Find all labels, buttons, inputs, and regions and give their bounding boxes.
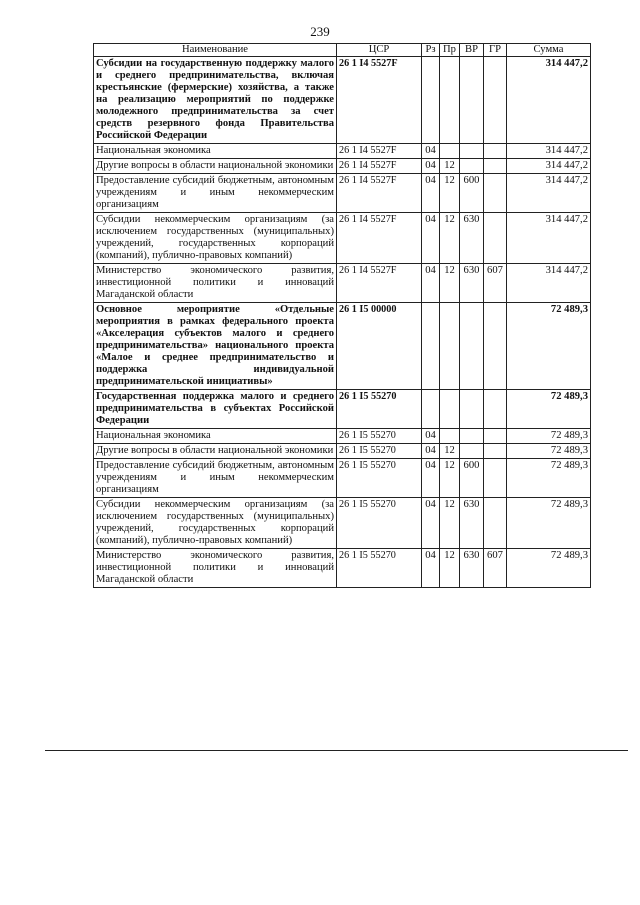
- row-vr: [460, 57, 484, 144]
- footer-divider: [45, 750, 628, 751]
- row-rz: [422, 303, 440, 390]
- table-row: [94, 390, 591, 429]
- row-pr: [440, 144, 460, 159]
- table-row: [94, 303, 591, 390]
- table-row: [94, 459, 591, 498]
- row-gr: [484, 57, 507, 144]
- row-sum: 72 489,3: [507, 390, 591, 429]
- row-sum: 72 489,3: [507, 498, 591, 549]
- row-sum: 314 447,2: [507, 159, 591, 174]
- table-row: [94, 144, 591, 159]
- row-gr: [484, 213, 507, 264]
- row-csr: 26 1 I5 55270: [337, 444, 422, 459]
- row-gr: 607: [484, 264, 507, 303]
- row-rz: 04: [422, 444, 440, 459]
- row-name: Другие вопросы в области национальной экономики: [94, 159, 337, 174]
- row-name: Предоставление субсидий бюджетным, автономным учреждениям и иным некоммерческим организациям: [94, 174, 337, 213]
- table-row: [94, 444, 591, 459]
- row-rz: [422, 57, 440, 144]
- row-vr: 630: [460, 498, 484, 549]
- table-row: [94, 174, 591, 213]
- table-header-row: [94, 44, 591, 57]
- header-csr: ЦСР: [337, 44, 422, 57]
- row-pr: [440, 429, 460, 444]
- row-pr: 12: [440, 264, 460, 303]
- row-sum: 72 489,3: [507, 459, 591, 498]
- row-pr: [440, 57, 460, 144]
- row-vr: [460, 159, 484, 174]
- row-name: Национальная экономика: [94, 429, 337, 444]
- row-vr: 630: [460, 213, 484, 264]
- row-pr: 12: [440, 159, 460, 174]
- row-sum: 314 447,2: [507, 174, 591, 213]
- row-rz: 04: [422, 174, 440, 213]
- row-csr: 26 1 I4 5527F: [337, 264, 422, 303]
- row-sum: 314 447,2: [507, 57, 591, 144]
- row-name: Субсидии некоммерческим организациям (за исключением государственных (муниципальных) учреждений, государственных корпораций (компаний), публично-правовых компаний): [94, 498, 337, 549]
- row-csr: 26 1 I5 55270: [337, 498, 422, 549]
- row-gr: [484, 303, 507, 390]
- row-vr: 600: [460, 174, 484, 213]
- header-vr: ВР: [460, 44, 484, 57]
- row-rz: 04: [422, 264, 440, 303]
- row-name: Основное мероприятие «Отдельные мероприятия в рамках федерального проекта «Акселерация субъектов малого и среднего предпринимательства» национального проекта «Малое и среднее предпринимательство и поддержка индивидуальной предпринимательской инициативы»: [94, 303, 337, 390]
- row-sum: 72 489,3: [507, 303, 591, 390]
- row-pr: 12: [440, 174, 460, 213]
- row-gr: [484, 459, 507, 498]
- row-pr: 12: [440, 459, 460, 498]
- row-sum: 72 489,3: [507, 549, 591, 588]
- table-row: [94, 57, 591, 144]
- row-rz: 04: [422, 144, 440, 159]
- row-pr: 12: [440, 444, 460, 459]
- table-row: [94, 498, 591, 549]
- row-gr: 607: [484, 549, 507, 588]
- header-sum: Сумма: [507, 44, 591, 57]
- row-rz: 04: [422, 549, 440, 588]
- row-vr: [460, 144, 484, 159]
- row-csr: 26 1 I4 5527F: [337, 213, 422, 264]
- row-vr: 630: [460, 264, 484, 303]
- page-number: 239: [310, 24, 330, 39]
- row-rz: 04: [422, 459, 440, 498]
- header-pr: Пр: [440, 44, 460, 57]
- row-vr: [460, 390, 484, 429]
- row-gr: [484, 159, 507, 174]
- header-name: Наименование: [94, 44, 337, 57]
- row-csr: 26 1 I4 5527F: [337, 57, 422, 144]
- header-gr: ГР: [484, 44, 507, 57]
- row-gr: [484, 174, 507, 213]
- budget-table: [93, 43, 591, 588]
- table-row: [94, 213, 591, 264]
- row-vr: 630: [460, 549, 484, 588]
- row-pr: 12: [440, 549, 460, 588]
- row-rz: 04: [422, 159, 440, 174]
- header-rz: Рз: [422, 44, 440, 57]
- row-pr: [440, 303, 460, 390]
- row-rz: [422, 390, 440, 429]
- row-rz: 04: [422, 498, 440, 549]
- row-sum: 314 447,2: [507, 144, 591, 159]
- row-rz: 04: [422, 429, 440, 444]
- row-csr: 26 1 I5 00000: [337, 303, 422, 390]
- row-csr: 26 1 I5 55270: [337, 429, 422, 444]
- row-rz: 04: [422, 213, 440, 264]
- row-csr: 26 1 I4 5527F: [337, 174, 422, 213]
- row-name: Другие вопросы в области национальной экономики: [94, 444, 337, 459]
- row-pr: [440, 390, 460, 429]
- row-csr: 26 1 I5 55270: [337, 390, 422, 429]
- row-name: Субсидии некоммерческим организациям (за исключением государственных (муниципальных) учреждений, государственных корпораций (компаний), публично-правовых компаний): [94, 213, 337, 264]
- row-sum: 314 447,2: [507, 213, 591, 264]
- row-csr: 26 1 I4 5527F: [337, 159, 422, 174]
- row-gr: [484, 144, 507, 159]
- table-row: [94, 264, 591, 303]
- row-name: Министерство экономического развития, инвестиционной политики и инноваций Магаданской области: [94, 264, 337, 303]
- table-row: [94, 159, 591, 174]
- row-csr: 26 1 I5 55270: [337, 459, 422, 498]
- row-vr: 600: [460, 459, 484, 498]
- row-vr: [460, 429, 484, 444]
- row-gr: [484, 444, 507, 459]
- row-csr: 26 1 I5 55270: [337, 549, 422, 588]
- table-row: [94, 429, 591, 444]
- row-sum: 72 489,3: [507, 444, 591, 459]
- row-name: Субсидии на государственную поддержку малого и среднего предпринимательства, включая крестьянские (фермерские) хозяйства, а также на реализацию мероприятий по поддержке молодежного предпринимательства за счет средств резервного фонда Правительства Российской Федерации: [94, 57, 337, 144]
- row-gr: [484, 498, 507, 549]
- row-vr: [460, 303, 484, 390]
- row-name: Министерство экономического развития, инвестиционной политики и инноваций Магаданской области: [94, 549, 337, 588]
- row-name: Предоставление субсидий бюджетным, автономным учреждениям и иным некоммерческим организациям: [94, 459, 337, 498]
- row-name: Национальная экономика: [94, 144, 337, 159]
- row-name: Государственная поддержка малого и среднего предпринимательства в субъектах Российской Федерации: [94, 390, 337, 429]
- row-gr: [484, 429, 507, 444]
- row-sum: 72 489,3: [507, 429, 591, 444]
- row-csr: 26 1 I4 5527F: [337, 144, 422, 159]
- row-vr: [460, 444, 484, 459]
- table-row: [94, 549, 591, 588]
- row-pr: 12: [440, 213, 460, 264]
- row-pr: 12: [440, 498, 460, 549]
- row-gr: [484, 390, 507, 429]
- row-sum: 314 447,2: [507, 264, 591, 303]
